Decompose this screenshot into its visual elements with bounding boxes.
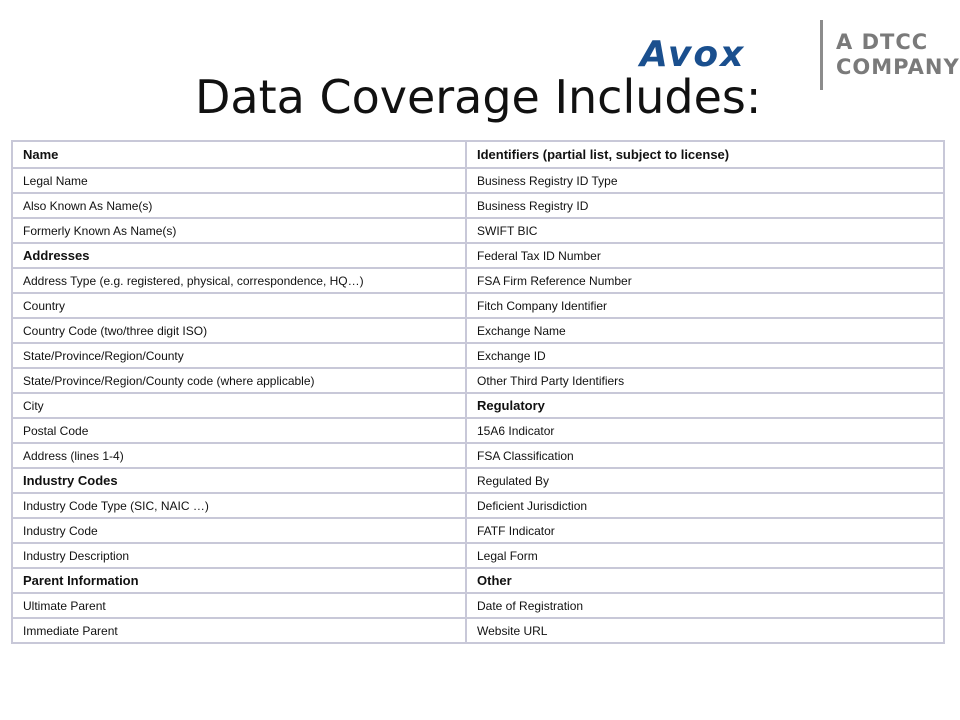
right-cell: Business Registry ID Type	[466, 168, 944, 193]
table-row	[12, 293, 944, 318]
left-cell: Formerly Known As Name(s)	[12, 218, 466, 243]
left-cell: State/Province/Region/County	[12, 343, 466, 368]
table-row	[12, 618, 944, 643]
left-cell: Industry Code Type (SIC, NAIC …)	[12, 493, 466, 518]
table-row	[12, 318, 944, 343]
left-cell: City	[12, 393, 466, 418]
logo-tagline-line2: COMPANY	[836, 55, 960, 79]
left-cell: Legal Name	[12, 168, 466, 193]
left-cell: Address (lines 1-4)	[12, 443, 466, 468]
table-row	[12, 593, 944, 618]
right-cell: Identifiers (partial list, subject to license)	[466, 141, 944, 168]
logo-wordmark: Avox	[640, 34, 746, 75]
right-cell: Other	[466, 568, 944, 593]
left-cell: Country	[12, 293, 466, 318]
table-row	[12, 141, 944, 168]
left-cell: Postal Code	[12, 418, 466, 443]
left-cell: Industry Description	[12, 543, 466, 568]
right-cell: Regulated By	[466, 468, 944, 493]
table-row	[12, 168, 944, 193]
right-cell: FATF Indicator	[466, 518, 944, 543]
right-cell: Regulatory	[466, 393, 944, 418]
left-cell: Also Known As Name(s)	[12, 193, 466, 218]
table-row	[12, 243, 944, 268]
right-cell: Exchange ID	[466, 343, 944, 368]
left-cell: State/Province/Region/County code (where applicable)	[12, 368, 466, 393]
table-row	[12, 368, 944, 393]
table-row	[12, 568, 944, 593]
right-cell: Exchange Name	[466, 318, 944, 343]
right-cell: Website URL	[466, 618, 944, 643]
data-coverage-table	[11, 140, 945, 644]
right-cell: Fitch Company Identifier	[466, 293, 944, 318]
left-cell: Immediate Parent	[12, 618, 466, 643]
table-body	[12, 141, 944, 643]
table-row	[12, 493, 944, 518]
right-cell: Business Registry ID	[466, 193, 944, 218]
right-cell: Federal Tax ID Number	[466, 243, 944, 268]
right-cell: Legal Form	[466, 543, 944, 568]
left-cell: Address Type (e.g. registered, physical, correspondence, HQ…)	[12, 268, 466, 293]
right-cell: Deficient Jurisdiction	[466, 493, 944, 518]
right-cell: FSA Firm Reference Number	[466, 268, 944, 293]
left-cell: Ultimate Parent	[12, 593, 466, 618]
right-cell: Other Third Party Identifiers	[466, 368, 944, 393]
table-row	[12, 543, 944, 568]
table-row	[12, 218, 944, 243]
table-row	[12, 193, 944, 218]
right-cell: Date of Registration	[466, 593, 944, 618]
left-cell: Name	[12, 141, 466, 168]
table-row	[12, 443, 944, 468]
left-cell: Addresses	[12, 243, 466, 268]
table-row	[12, 468, 944, 493]
table-row	[12, 268, 944, 293]
table-row	[12, 518, 944, 543]
left-cell: Parent Information	[12, 568, 466, 593]
page-title: Data Coverage Includes:	[195, 70, 762, 124]
table-row	[12, 418, 944, 443]
logo-tagline	[836, 30, 960, 80]
right-cell: FSA Classification	[466, 443, 944, 468]
right-cell: SWIFT BIC	[466, 218, 944, 243]
table-row	[12, 393, 944, 418]
logo-tagline-line1: A DTCC	[836, 30, 929, 54]
table-row	[12, 343, 944, 368]
logo-divider	[820, 20, 823, 90]
left-cell: Industry Codes	[12, 468, 466, 493]
right-cell: 15A6 Indicator	[466, 418, 944, 443]
left-cell: Industry Code	[12, 518, 466, 543]
left-cell: Country Code (two/three digit ISO)	[12, 318, 466, 343]
